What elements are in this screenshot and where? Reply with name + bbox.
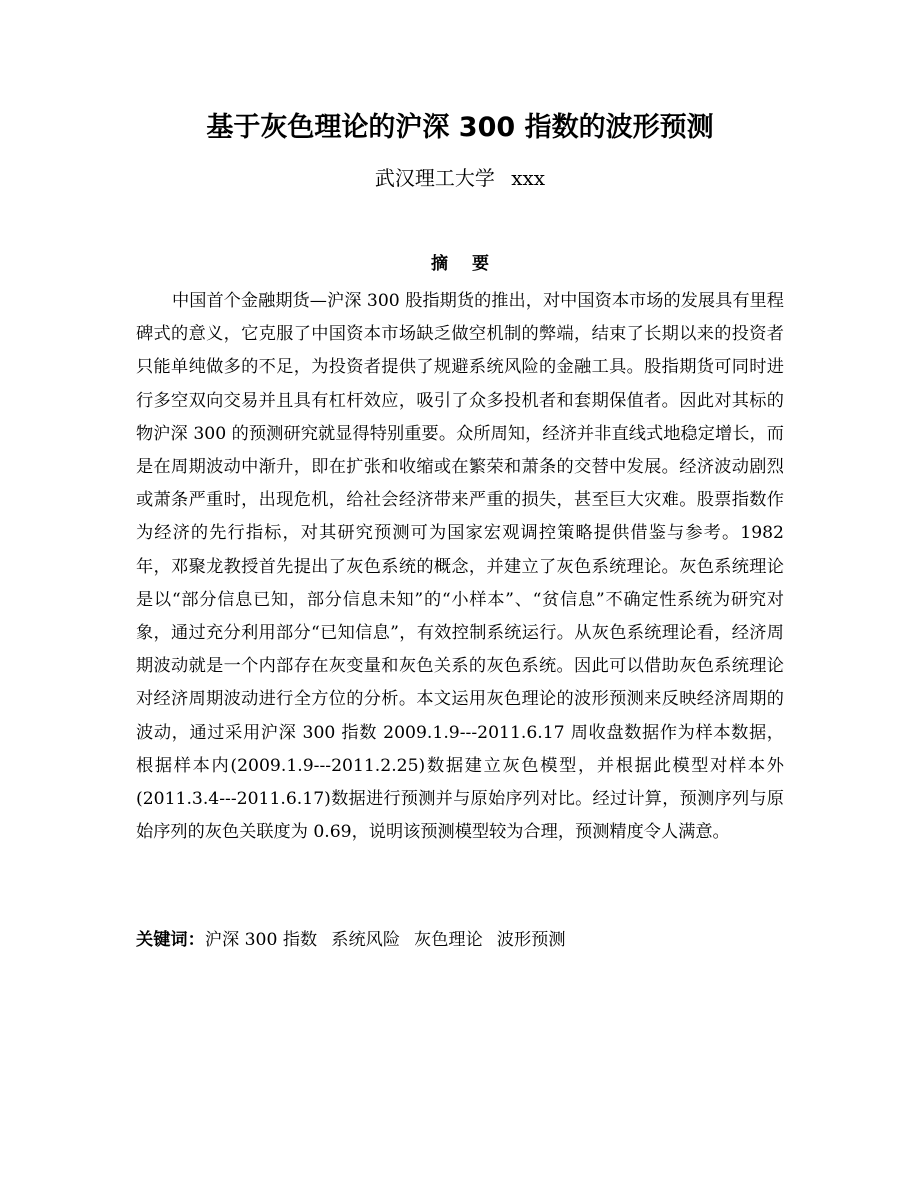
abstract-heading: 摘要 [431, 254, 513, 274]
abstract-body: 中国首个金融期货—沪深 300 股指期货的推出，对中国资本市场的发展具有里程碑式的意义，它克服了中国资本市场缺乏做空机制的弊端，结束了长期以来的投资者只能单纯做多的不足，为投资者提供了规避系统风险的金融工具。股指期货可同时进行多空双向交易并且具有杠杆效应，吸引了众多投机者和套期保值者。因此对其标的物沪深 300 的预测研究就显得特别重要。众所周知，经济并非直线式地稳定增长，而是在周期波动中渐升，即在扩张和收缩或在繁荣和萧条的交替中发展。经济波动剧烈或萧条严重时，出现危机，给社会经济带来严重的损失，甚至巨大灾难。股票指数作为经济的先行指标，对其研究预测可为国家宏观调控策略提供借鉴与参考。1982 年，邓聚龙教授首先提出了灰色系统的概念，并建立了灰色系统理论。灰色系统理论是以“部分信息已知，部分信息未知”的“小样本”、“贫信息”不确定性系统为研究对象，通过充分利用部分“已知信息”，有效控制系统运行。从灰色系统理论看，经济周期波动就是一个内部存在灰变量和灰色关系的灰色系统。因此可以借助灰色系统理论对经济周期波动进行全方位的分析。本文运用灰色理论的波形预测来反映经济周期的波动，通过采用沪深 300 指数 2009.1.9---2011.6.17 周收盘数据作为样本数据，根据样本内(2009.1.9---2011.2.25)数据建立灰色模型，并根据此模型对样本外(2011.3.4---2011.6.17)数据进行预测并与原始序列对比。经过计算，预测序列与原始序列的灰色关联度为 0.69，说明该预测模型较为合理，预测精度令人满意。 [136, 291, 784, 843]
keyword-item: 灰色理论 [414, 930, 483, 950]
keyword-item: 系统风险 [331, 930, 401, 950]
author-line: 武汉理工大学 xxx [374, 166, 546, 190]
keywords-line [136, 925, 784, 955]
keyword-item: 波形预测 [496, 930, 566, 950]
keywords-label: 关键词： [136, 930, 205, 950]
paper-title: 基于灰色理论的沪深 300 指数的波形预测 [206, 112, 714, 143]
keyword-item: 沪深 300 指数 [204, 930, 318, 950]
